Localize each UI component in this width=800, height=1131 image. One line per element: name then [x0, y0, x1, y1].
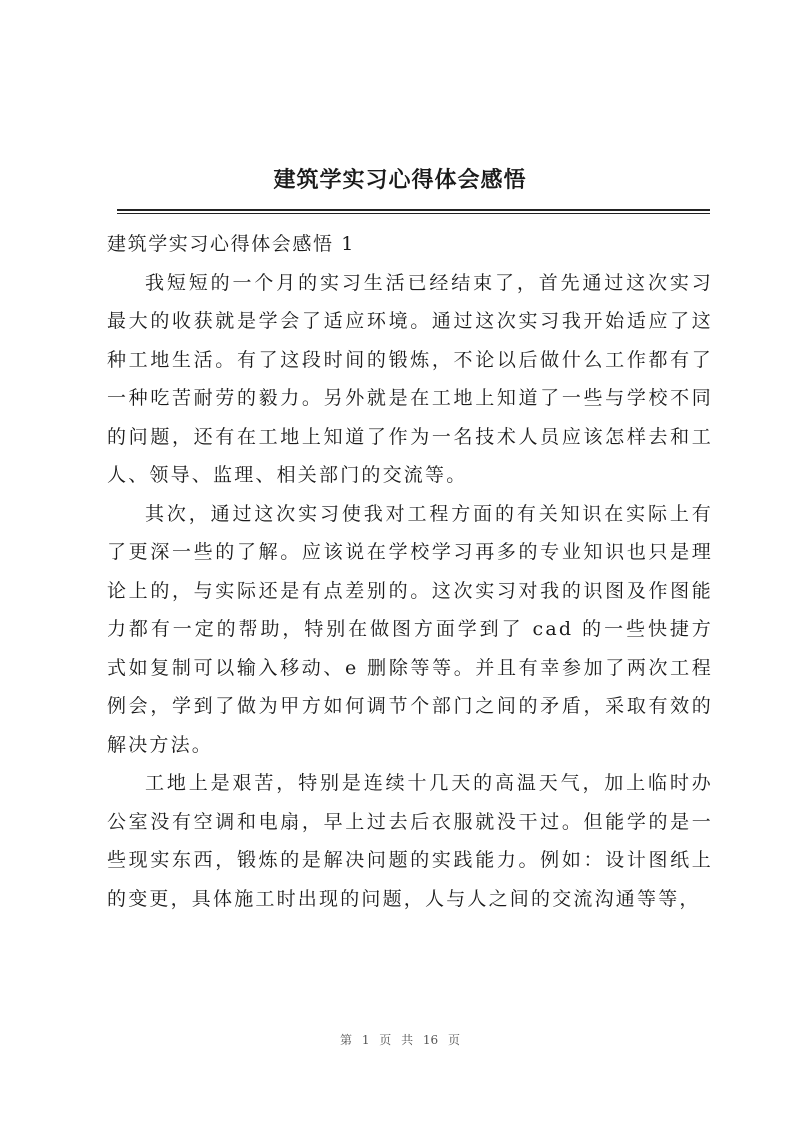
document-title: 建筑学实习心得体会感悟	[273, 167, 527, 193]
body-paragraph: 我短短的一个月的实习生活已经结束了，首先通过这次实习最大的收获就是学会了适应环境。通过这次实习我开始适应了这种工地生活。有了这段时间的锻炼，不论以后做什么工作都有了一种吃苦耐劳的毅力。另外就是在工地上知道了一些与学校不同的问题，还有在工地上知道了作为一名技术人员应该怎样去和工人、领导、监理、相关部门的交流等。	[107, 271, 713, 486]
title-divider	[117, 209, 710, 214]
body-paragraph: 工地上是艰苦，特别是连续十几天的高温天气，加上临时办公室没有空调和电扇，早上过去后衣服就没干过。但能学的是一些现实东西，锻炼的是解决问题的实践能力。例如：设计图纸上的变更，具体施工时出现的问题，人与人之间的交流沟通等等，	[107, 772, 713, 910]
section-heading: 建筑学实习心得体会感悟 1	[107, 233, 355, 255]
document-body	[107, 225, 713, 918]
page-number-footer: 第 1 页 共 16 页	[340, 1033, 460, 1047]
body-paragraph: 其次，通过这次实习使我对工程方面的有关知识在实际上有了更深一些的了解。应该说在学校学习再多的专业知识也只是理论上的，与实际还是有点差别的。这次实习对我的识图及作图能力都有一定的帮助，特别在做图方面学到了 cad 的一些快捷方式如复制可以输入移动、e 删除等等。并且有幸参加了两次工程例会，学到了做为甲方如何调节个部门之间的矛盾，采取有效的解决方法。	[107, 502, 713, 756]
